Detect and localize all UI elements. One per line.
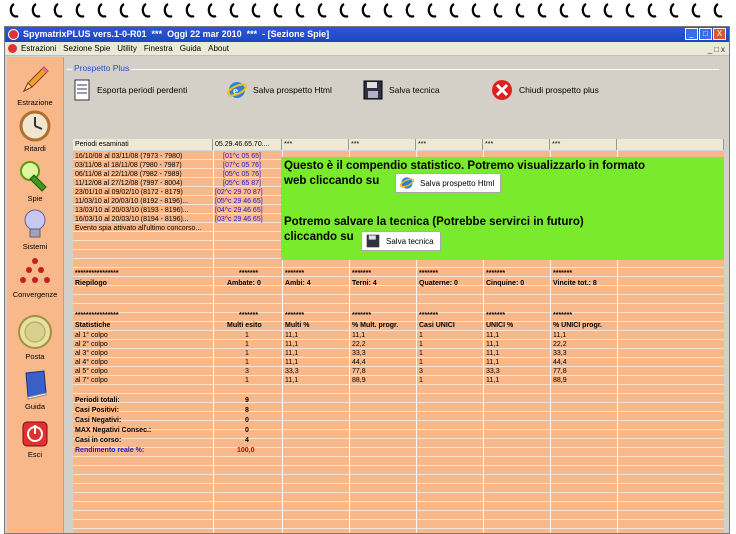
sidebar-label: Estrazione	[17, 98, 53, 107]
grid-row-divider	[73, 438, 724, 439]
group-border	[67, 69, 719, 70]
callout-save-technique-label: Salva tecnica	[386, 236, 434, 246]
stat-cell: 11,1	[486, 332, 500, 339]
callout-line-3: Potremo salvare la tecnica (Potrebbe servirci in futuro)	[284, 216, 584, 228]
header-col5[interactable]: ***	[416, 139, 483, 150]
total-value: 4	[245, 437, 249, 444]
grid-row-divider	[73, 294, 724, 295]
grid-row-divider	[73, 321, 724, 322]
grid-row-divider	[73, 150, 724, 151]
grid-row-divider	[73, 375, 724, 376]
header-col4[interactable]: ***	[349, 139, 416, 150]
mdi-close-button[interactable]: x	[721, 45, 725, 54]
stat-cell: 11,1	[285, 341, 299, 348]
stat-cell: 1	[245, 359, 249, 366]
instruction-callout	[281, 157, 724, 260]
stat-header-multi-pct: Multi %	[285, 322, 310, 329]
sidebar-label: Esci	[27, 450, 43, 459]
stat-row-label: al 4° colpo	[75, 359, 108, 366]
stars-cell: ****************	[75, 270, 119, 277]
callout-save-html-label: Salva prospetto Html	[420, 178, 495, 188]
binder-rings	[0, 0, 736, 22]
total-label: Casi in corso:	[75, 437, 122, 444]
grid-row-divider	[73, 393, 724, 394]
stat-cell: 11,1	[486, 341, 500, 348]
sidebar-item-posta[interactable]	[7, 313, 63, 361]
stat-cell: 44,4	[352, 359, 366, 366]
riepilogo-cinquine: Cinquine: 0	[486, 280, 525, 287]
stars-cell: *******	[486, 270, 506, 277]
stat-cell: 11,1	[352, 332, 366, 339]
riepilogo-ambate: Ambate: 0	[227, 280, 261, 287]
total-label: Casi Positivi:	[75, 407, 119, 414]
header-col3[interactable]: ***	[282, 139, 349, 150]
period-range: 06/11/08 al 22/11/08 (7982 - 7989)	[75, 171, 182, 178]
menu-estrazioni[interactable]: Estrazioni	[21, 44, 57, 53]
stars-cell: *******	[352, 312, 372, 319]
export-losing-periods-button[interactable]	[73, 78, 187, 102]
stat-cell: 33,3	[486, 368, 500, 375]
stat-cell: 1	[245, 332, 249, 339]
sidebar-item-spie[interactable]	[7, 159, 63, 203]
stat-cell: 33,3	[553, 350, 567, 357]
stat-cell: 33,3	[285, 368, 299, 375]
total-value: 0	[245, 427, 249, 434]
stars-cell: *******	[553, 270, 573, 277]
period-result: [05^c 65 87]	[223, 180, 261, 187]
period-result: [05^c 05 76]	[223, 171, 261, 178]
stat-cell: 22,2	[553, 341, 567, 348]
sidebar-item-estrazione[interactable]	[7, 63, 63, 107]
grid-row-divider	[73, 501, 724, 502]
stars-cell: *******	[419, 312, 439, 319]
period-range: 11/03/10 al 20/03/10 (8192 - 8196)...	[75, 198, 189, 205]
power-icon	[20, 419, 50, 449]
stat-cell: 11,1	[486, 350, 500, 357]
total-value: 0	[245, 417, 249, 424]
stat-cell: 11,1	[285, 350, 299, 357]
book-icon	[18, 367, 52, 401]
sidebar-label: Guida	[24, 402, 45, 411]
grid-row-divider	[73, 330, 724, 331]
grid-row-divider	[73, 411, 724, 412]
grid-col-divider	[213, 150, 214, 534]
stars-cell: *******	[285, 270, 305, 277]
menu-about[interactable]: About	[208, 44, 230, 53]
period-range: 16/10/08 al 03/11/08 (7973 - 7980)	[75, 153, 183, 160]
stat-cell: 3	[419, 368, 423, 375]
period-result: [03^c 29 46 65]	[215, 216, 263, 223]
total-label: Casi Negativi:	[75, 417, 122, 424]
stat-cell: 11,1	[486, 377, 500, 384]
stat-cell: 88,9	[352, 377, 366, 384]
menu-guida[interactable]: Guida	[179, 44, 202, 53]
mdi-restore-button[interactable]: □	[714, 45, 719, 54]
callout-line-1: Questo è il compendio statistico. Potremo visualizzarlo in formato	[284, 160, 646, 172]
period-result: [01^c 05 65]	[223, 153, 261, 160]
stars-cell: *******	[239, 312, 259, 319]
sidebar-label: Spie	[27, 194, 43, 203]
grid-row-divider	[73, 357, 724, 358]
sidebar-item-sistemi[interactable]	[7, 207, 63, 251]
callout-line-4: cliccando su	[284, 231, 354, 243]
stat-cell: 1	[419, 332, 423, 339]
menu-bar	[5, 42, 729, 56]
grid-row-divider	[73, 528, 724, 529]
sidebar-item-esci[interactable]	[7, 419, 63, 459]
grid-row-divider	[73, 519, 724, 520]
header-col7[interactable]: ***	[550, 139, 617, 150]
svg-text:e: e	[233, 85, 238, 97]
total-label: Periodi totali:	[75, 397, 120, 404]
sidebar-label: Posta	[25, 352, 45, 361]
stat-header-unici-progr: % UNICI progr.	[553, 322, 603, 329]
grid-row-divider	[73, 267, 724, 268]
stat-cell: 1	[419, 359, 423, 366]
internet-explorer-icon	[227, 80, 247, 100]
sidebar-label: Sistemi	[22, 242, 48, 251]
mdi-controls	[708, 43, 725, 56]
grid-row-divider	[73, 276, 724, 277]
save-html-label: Salva prospetto Html	[253, 85, 332, 95]
period-range: 23/01/10 al 09/02/10 (8172 - 8179)	[75, 189, 183, 196]
period-result: [02^c 29 70 87]	[215, 189, 263, 196]
grid-row-divider	[73, 510, 724, 511]
grid-row-divider	[73, 312, 724, 313]
stars-cell: *******	[285, 312, 305, 319]
stat-cell: 11,1	[553, 332, 567, 339]
sidebar-item-guida[interactable]	[7, 367, 63, 411]
grid-row-divider	[73, 285, 724, 286]
grid-row-divider	[73, 348, 724, 349]
maximize-button[interactable]: □	[699, 28, 712, 40]
group-title: Prospetto Plus	[74, 63, 130, 73]
stat-row-label: al 1° colpo	[75, 332, 108, 339]
grid-row-divider	[73, 465, 724, 466]
grid-row-divider	[73, 402, 724, 403]
menu-finestra[interactable]: Finestra	[143, 44, 173, 53]
header-blank	[617, 139, 724, 150]
pencil-icon	[18, 63, 52, 97]
grid-row-divider	[73, 420, 724, 421]
stars-cell: *******	[553, 312, 573, 319]
window-title: SpymatrixPLUS vers.1-0-R01 *** Oggi 22 mar 2010 *** - [Sezione Spie]	[23, 29, 330, 39]
grid-row-divider	[73, 429, 724, 430]
close-circle-icon	[491, 79, 513, 101]
sidebar-item-convergenze[interactable]	[7, 255, 63, 299]
stat-header-mult-progr: % Mult. progr.	[352, 322, 399, 329]
stat-cell: 3	[245, 368, 249, 375]
riepilogo-label: Riepilogo	[75, 280, 107, 287]
mdi-child-icon[interactable]	[8, 44, 17, 53]
save-technique-label: Salva tecnica	[389, 85, 440, 95]
rendimento-label: Rendimento reale %:	[75, 447, 145, 454]
grid-row-divider	[73, 447, 724, 448]
stat-cell: 77,8	[553, 368, 567, 375]
stat-row-label: al 2° colpo	[75, 341, 108, 348]
app-icon[interactable]	[8, 29, 19, 40]
prospetto-plus-panel	[67, 57, 729, 533]
save-technique-button[interactable]	[363, 78, 440, 102]
menu-sezione-spie[interactable]: Sezione Spie	[63, 44, 111, 53]
close-button[interactable]: X	[713, 28, 726, 40]
internet-explorer-icon	[400, 176, 414, 190]
flashlight-icon	[18, 159, 52, 193]
header-periodi[interactable]: Periodi esaminati	[73, 139, 213, 150]
title-bar[interactable]	[5, 27, 729, 42]
callout-save-technique-button[interactable]	[361, 231, 441, 251]
period-range: 03/11/08 al 18/11/08 (7980 - 7987)	[75, 162, 182, 169]
stat-cell: 11,1	[285, 377, 299, 384]
stat-header-casi-unici: Casi UNICI	[419, 322, 455, 329]
grid-row-divider	[73, 366, 724, 367]
header-col6[interactable]: ***	[483, 139, 550, 150]
document-icon	[73, 79, 91, 101]
stat-row-label: al 7° colpo	[75, 377, 108, 384]
minimize-button[interactable]: _	[685, 28, 698, 40]
grid-row-divider	[73, 483, 724, 484]
stat-cell: 1	[245, 350, 249, 357]
riepilogo-quaterne: Quaterne: 0	[419, 280, 458, 287]
grid-row-divider	[73, 474, 724, 475]
stat-header-statistiche: Statistiche	[75, 322, 111, 329]
period-result: [05^c 29 46 65]	[215, 198, 263, 205]
period-result: [04^c 29 46 65]	[215, 207, 263, 214]
period-range: 11/12/08 al 27/12/08 (7997 - 8004)	[75, 180, 183, 187]
stat-cell: 11,1	[285, 359, 299, 366]
stars-cell: *******	[486, 312, 506, 319]
stat-row-label: al 5° colpo	[75, 368, 108, 375]
riepilogo-ambi: Ambi: 4	[285, 280, 311, 287]
stat-cell: 1	[245, 377, 249, 384]
stat-cell: 33,3	[352, 350, 366, 357]
stars-cell: *******	[419, 270, 439, 277]
stat-cell: 22,2	[352, 341, 366, 348]
sidebar	[7, 57, 64, 533]
total-value: 9	[245, 397, 249, 404]
callout-line-2: web cliccando su	[284, 175, 380, 187]
mdi-minimize-button[interactable]: _	[707, 45, 713, 54]
save-html-button[interactable]	[227, 78, 332, 102]
coin-icon	[16, 313, 54, 351]
stat-row-label: al 3° colpo	[75, 350, 108, 357]
stars-cell: *******	[352, 270, 372, 277]
rendimento-value: 100,0	[237, 447, 255, 454]
convergence-icon	[18, 255, 52, 289]
sidebar-label: Ritardi	[24, 144, 46, 153]
stars-cell: ****************	[75, 312, 119, 319]
stat-cell: 1	[245, 341, 249, 348]
riepilogo-terni: Terni: 4	[352, 280, 377, 287]
stat-header-unici-pct: UNICI %	[486, 322, 514, 329]
menu-utility[interactable]: Utility	[117, 44, 137, 53]
floppy-disk-icon	[363, 80, 383, 100]
stat-cell: 44,4	[553, 359, 567, 366]
lightbulb-icon	[18, 207, 52, 241]
sidebar-label: Convergenze	[12, 290, 58, 299]
stat-cell: 1	[419, 350, 423, 357]
stat-cell: 11,1	[486, 359, 500, 366]
period-range: 16/03/10 al 20/03/10 (8194 - 8196)...	[75, 216, 189, 223]
grid-row-divider	[73, 303, 724, 304]
grid-row-divider	[73, 384, 724, 385]
stat-cell: 88,9	[553, 377, 567, 384]
grid-row-divider	[73, 456, 724, 457]
total-value: 8	[245, 407, 249, 414]
close-prospetto-button[interactable]	[491, 78, 599, 102]
stat-cell: 1	[419, 341, 423, 348]
stat-cell: 77,8	[352, 368, 366, 375]
header-numbers[interactable]: 05.29.46.65.70....	[213, 139, 282, 150]
period-result: [07^c 05 76]	[223, 162, 261, 169]
floppy-disk-icon	[366, 234, 380, 248]
grid-row-divider	[73, 339, 724, 340]
riepilogo-vincite: Vincite tot.: 8	[553, 280, 597, 287]
stat-cell: 11,1	[285, 332, 299, 339]
stat-cell: 1	[419, 377, 423, 384]
period-range: Evento spia attivato all'ultimo concorso...	[75, 225, 202, 232]
sidebar-item-ritardi[interactable]	[7, 109, 63, 153]
clock-icon	[18, 109, 52, 143]
total-label: MAX Negativi Consec.:	[75, 427, 152, 434]
stars-cell: *******	[239, 270, 259, 277]
period-range: 13/03/10 al 20/03/10 (8193 - 8196)...	[75, 207, 189, 214]
callout-save-html-button[interactable]	[395, 173, 501, 193]
grid-row-divider	[73, 492, 724, 493]
export-label: Esporta periodi perdenti	[97, 85, 188, 95]
app-window	[4, 26, 730, 534]
window-controls	[685, 28, 726, 40]
close-prospetto-label: Chiudi prospetto plus	[519, 85, 599, 95]
stat-header-multi-esito: Multi esito	[227, 322, 262, 329]
binder-ring-icons	[0, 0, 736, 22]
statistics-grid[interactable]	[73, 139, 724, 534]
